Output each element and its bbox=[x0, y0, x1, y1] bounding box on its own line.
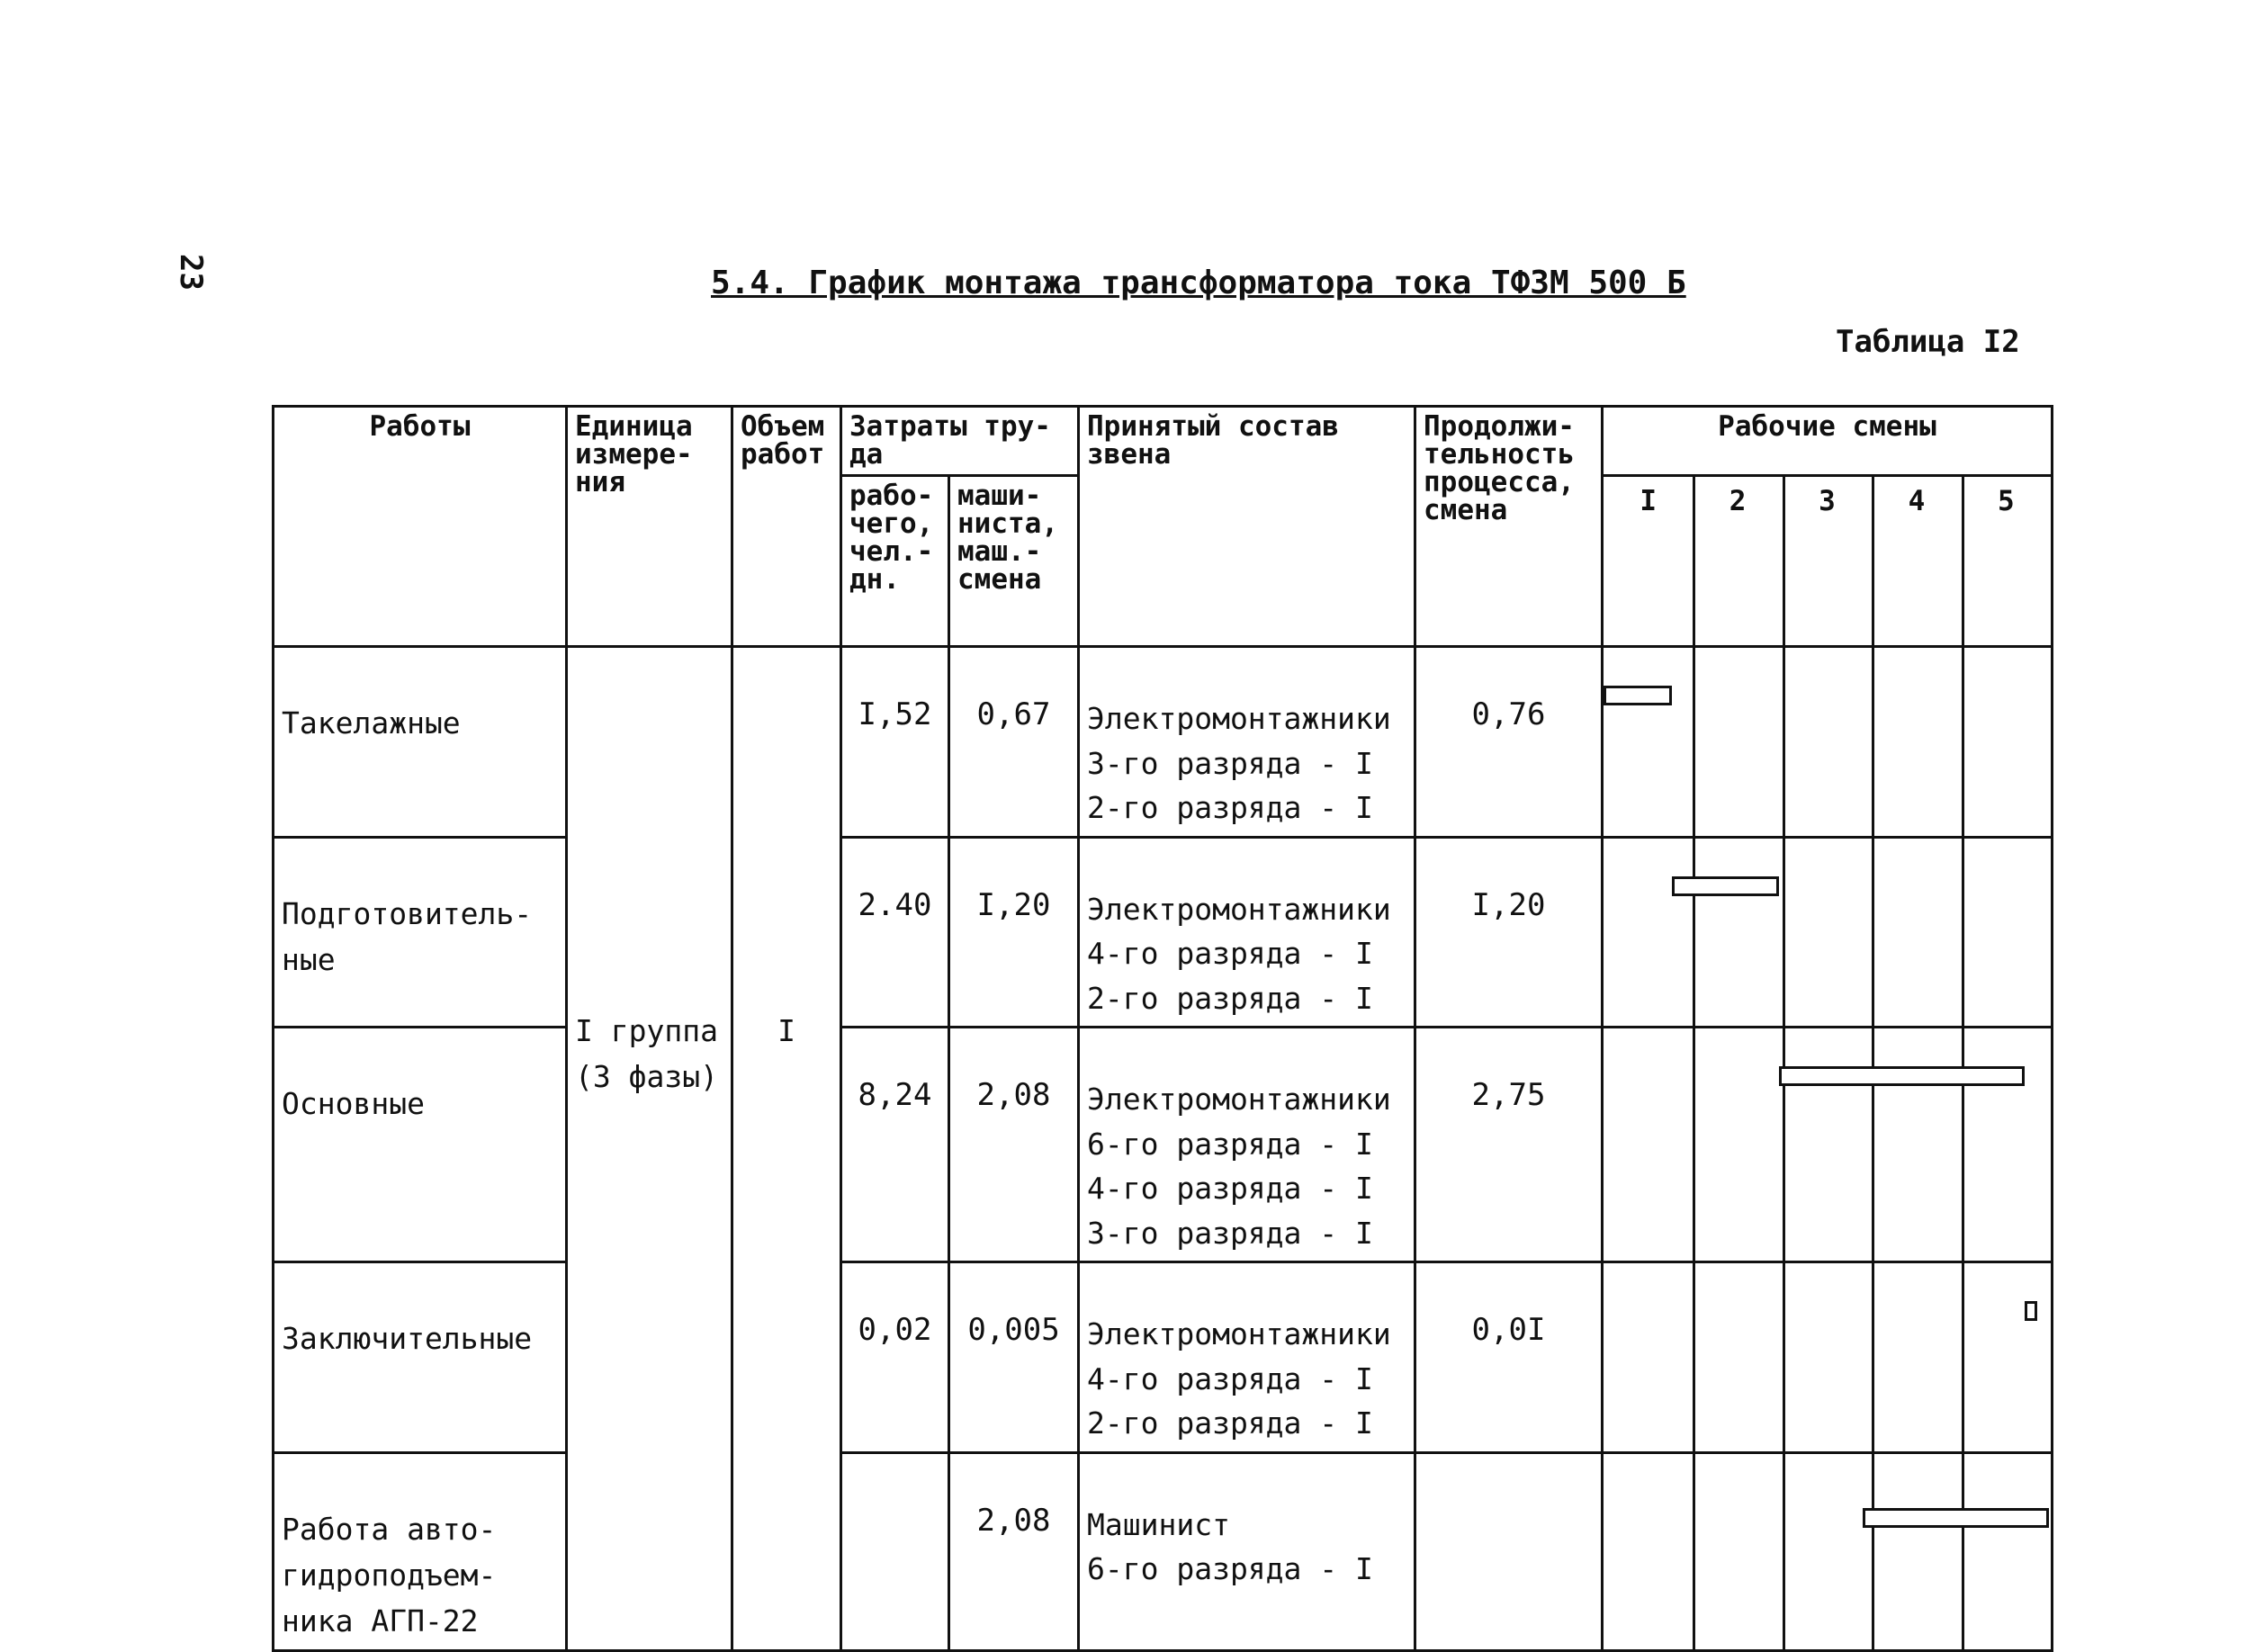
shift-divider bbox=[1872, 1028, 1874, 1261]
labor-worker-header: рабо- чего, чел.- дн. bbox=[841, 476, 949, 647]
shift-divider bbox=[1783, 477, 1785, 645]
shift-number-4: 4 bbox=[1908, 485, 1926, 517]
shift-divider bbox=[1783, 1454, 1785, 1649]
crew-line: 3-го разряда - I bbox=[1087, 1215, 1373, 1251]
shift-divider bbox=[1693, 1028, 1695, 1261]
shift-divider bbox=[1783, 648, 1785, 836]
gantt-cell bbox=[1603, 1028, 2053, 1262]
gantt-cell bbox=[1603, 837, 2053, 1028]
works-header: Работы bbox=[274, 407, 567, 647]
shift-divider bbox=[1962, 477, 1964, 645]
volume-cell: I bbox=[732, 647, 841, 1651]
shift-divider bbox=[1872, 839, 1874, 1027]
work-name: Заключительные bbox=[274, 1262, 567, 1453]
unit-header: Единица измере- ния bbox=[567, 407, 732, 647]
table-number: Таблица I2 bbox=[1836, 324, 2020, 360]
table-row bbox=[274, 1452, 2053, 1650]
crew-cell bbox=[1079, 1452, 1415, 1650]
crew-cell bbox=[1079, 647, 1415, 838]
crew-line: 4-го разряда - I bbox=[1087, 1171, 1373, 1206]
schedule-table bbox=[272, 405, 2053, 1652]
labor-machinist-value: 0,67 bbox=[949, 647, 1079, 838]
labor-machinist-header: маши- ниста, маш.- смена bbox=[949, 476, 1079, 647]
gantt-bar bbox=[1863, 1508, 2049, 1528]
shift-divider bbox=[1872, 477, 1874, 645]
labor-worker-value: 8,24 bbox=[841, 1028, 949, 1262]
gantt-bar bbox=[1672, 876, 1779, 896]
shift-divider bbox=[1783, 1263, 1785, 1451]
labor-worker-value: 0,02 bbox=[841, 1262, 949, 1453]
crew-cell bbox=[1079, 837, 1415, 1028]
gantt-bar bbox=[1604, 686, 1672, 705]
table-row bbox=[274, 647, 2053, 838]
crew-cell bbox=[1079, 1028, 1415, 1262]
duration-header: Продолжи- тельность процесса, смена bbox=[1415, 407, 1603, 647]
shift-number-1: I bbox=[1640, 485, 1658, 517]
shift-divider bbox=[1872, 648, 1874, 836]
duration-value: I,20 bbox=[1415, 837, 1603, 1028]
crew-header: Принятый состав звена bbox=[1079, 407, 1415, 647]
labor-worker-value bbox=[841, 1452, 949, 1650]
work-name: Такелажные bbox=[274, 647, 567, 838]
shift-divider bbox=[1872, 1454, 1874, 1649]
crew-cell bbox=[1079, 1262, 1415, 1453]
gantt-bar bbox=[1779, 1066, 2025, 1086]
shift-divider bbox=[1693, 648, 1695, 836]
gantt-cell bbox=[1603, 1262, 2053, 1453]
unit-cell: I группа (3 фазы) bbox=[567, 647, 732, 1651]
shift-divider bbox=[1962, 839, 1964, 1027]
shifts-header: Рабочие смены bbox=[1603, 407, 2053, 476]
shift-divider bbox=[1693, 1454, 1695, 1649]
duration-value: 0,76 bbox=[1415, 647, 1603, 838]
shift-divider bbox=[1693, 839, 1695, 1027]
duration-value: 0,0I bbox=[1415, 1262, 1603, 1453]
shift-divider bbox=[1872, 1263, 1874, 1451]
shift-number-2: 2 bbox=[1729, 485, 1747, 517]
shift-number-5: 5 bbox=[1997, 485, 2015, 517]
table-row bbox=[274, 1262, 2053, 1453]
crew-line: 2-го разряда - I bbox=[1087, 980, 1373, 1016]
crew-line: 6-го разряда - I bbox=[1087, 1551, 1373, 1586]
labor-machinist-value: I,20 bbox=[949, 837, 1079, 1028]
labor-worker-value: I,52 bbox=[841, 647, 949, 838]
gantt-bar bbox=[2025, 1301, 2037, 1321]
shift-divider bbox=[1962, 648, 1964, 836]
duration-value bbox=[1415, 1452, 1603, 1650]
work-name: Работа авто- гидроподъем- ника АГП-22 bbox=[274, 1452, 567, 1650]
crew-line: 2-го разряда - I bbox=[1087, 790, 1373, 825]
shift-number-3: 3 bbox=[1819, 485, 1836, 517]
gantt-cell bbox=[1603, 1452, 2053, 1650]
crew-line: 4-го разряда - I bbox=[1087, 936, 1373, 971]
shift-divider bbox=[1693, 1263, 1695, 1451]
crew-line: Электромонтажники bbox=[1087, 891, 1391, 927]
crew-line: Электромонтажники bbox=[1087, 701, 1391, 736]
labor-worker-value: 2.40 bbox=[841, 837, 949, 1028]
shift-divider bbox=[1962, 1454, 1964, 1649]
page-number: 23 bbox=[173, 254, 209, 291]
shift-divider bbox=[1962, 1028, 1964, 1261]
work-name: Основные bbox=[274, 1028, 567, 1262]
labor-header: Затраты тру- да bbox=[841, 407, 1079, 476]
work-name: Подготовитель- ные bbox=[274, 837, 567, 1028]
crew-line: 4-го разряда - I bbox=[1087, 1360, 1373, 1396]
crew-line: 3-го разряда - I bbox=[1087, 745, 1373, 781]
shift-divider bbox=[1783, 839, 1785, 1027]
crew-line: 6-го разряда - I bbox=[1087, 1126, 1373, 1162]
table-row bbox=[274, 1028, 2053, 1262]
shift-divider bbox=[1693, 477, 1695, 645]
crew-line: Электромонтажники bbox=[1087, 1316, 1391, 1351]
shift-divider bbox=[1962, 1263, 1964, 1451]
labor-machinist-value: 2,08 bbox=[949, 1028, 1079, 1262]
shift-numbers bbox=[1603, 476, 2053, 647]
crew-line: Электромонтажники bbox=[1087, 1082, 1391, 1117]
table-row bbox=[274, 837, 2053, 1028]
volume-header: Объем работ bbox=[732, 407, 841, 647]
shift-divider bbox=[1783, 1028, 1785, 1261]
gantt-cell bbox=[1603, 647, 2053, 838]
crew-line: Машинист bbox=[1087, 1506, 1230, 1542]
duration-value: 2,75 bbox=[1415, 1028, 1603, 1262]
labor-machinist-value: 0,005 bbox=[949, 1262, 1079, 1453]
crew-line: 2-го разряда - I bbox=[1087, 1405, 1373, 1441]
labor-machinist-value: 2,08 bbox=[949, 1452, 1079, 1650]
page-title: 5.4. График монтажа трансформатора тока ТФЗМ 500 Б bbox=[711, 265, 1686, 301]
